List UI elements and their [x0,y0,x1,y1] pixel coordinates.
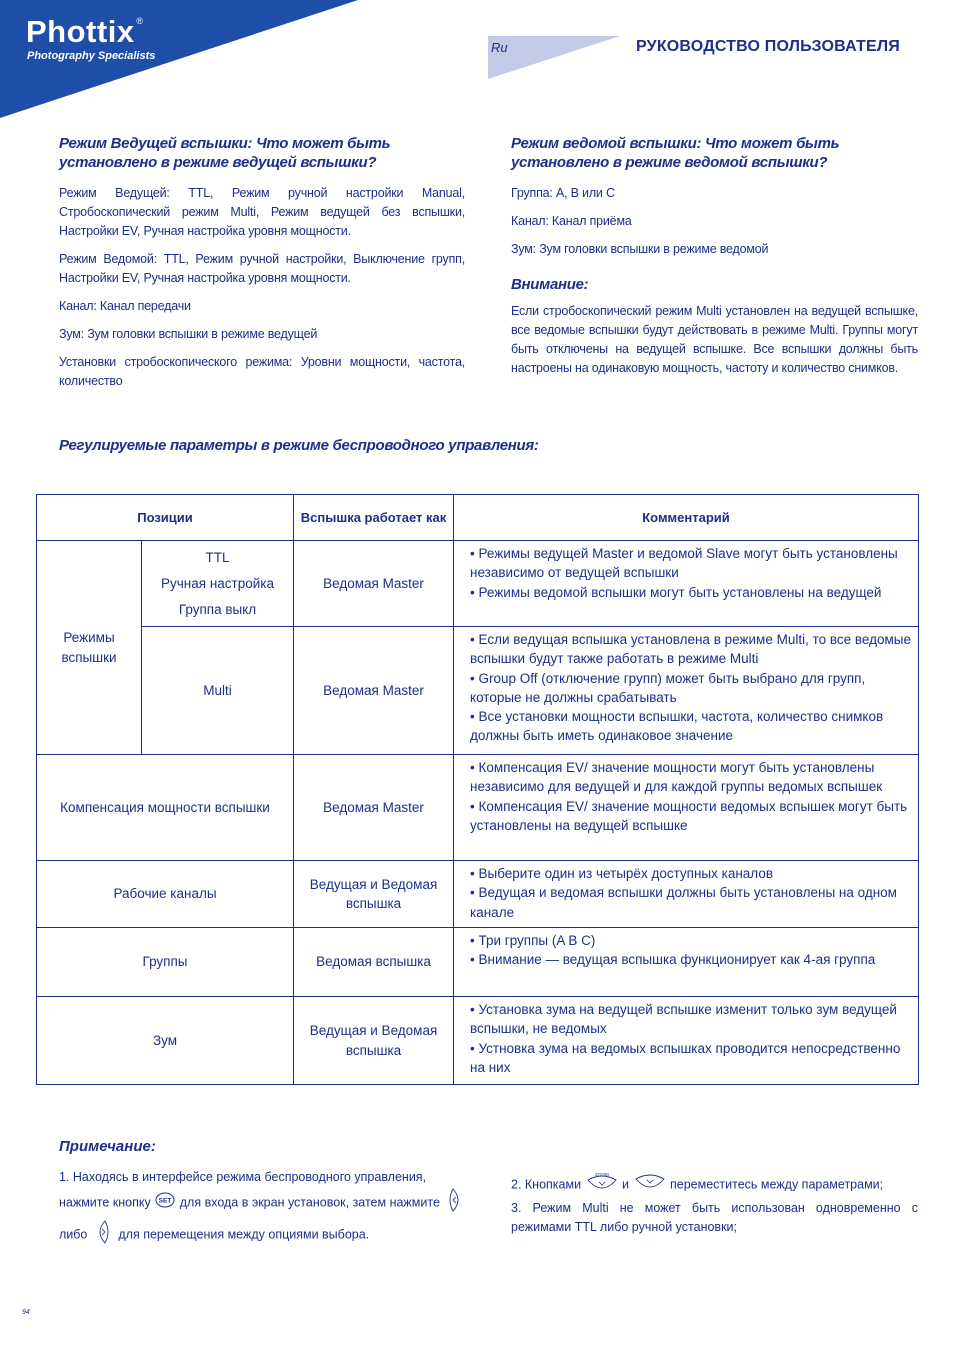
table-row [37,627,919,755]
left-button-icon [443,1187,467,1219]
comment-cell [454,997,919,1085]
master-mode-section [59,134,465,400]
slave-mode-section [511,134,918,387]
lang-tab [488,36,620,79]
mode-ttl: TTL [205,549,230,565]
role-cell: Ведущая и Ведомая вспышка [294,861,454,928]
comment-cell [454,755,919,861]
mode-group-off: Группа выкл [178,601,257,617]
note-text: для перемещения между опциями выбора. [118,1227,370,1242]
set-icon-label: SET [158,1197,172,1205]
comment-cell [454,928,919,997]
mode-multi: Multi [142,627,294,755]
note-3: 3. Режим Multi не может быть использован одновременно с режимами TTL либо ручной установки; [511,1201,918,1234]
comment-line: • Компенсация EV/ значение мощности могут быть установлены независимо для ведущей и для каждой группы ведомых вспышек [470,760,883,795]
mode-manual: Ручная настройка [161,575,274,591]
table-heading: Регулируемые параметры в режиме беспроводного управления: [59,437,539,454]
note-1 [59,1168,469,1251]
comment-line: • Выберите один из четырёх доступных каналов [470,866,774,881]
table-row [37,541,919,627]
role-cell: Ведомая Master [294,755,454,861]
page-number: 94 [22,1309,30,1316]
compensation-label: Компенсация мощности вспышки [37,755,294,861]
attention-heading: Внимание: [511,276,589,293]
note-text: либо [59,1227,88,1242]
groups-label: Группы [37,928,294,997]
role-cell: Ведомая Master [294,541,454,627]
comment-cell [454,861,919,928]
table-header-row [37,495,919,541]
header-comment: Комментарий [454,495,919,541]
comment-line: • Все установки мощности вспышки, частота, количество снимков должны быть иметь одинаковое значение [470,709,884,744]
attention-text: Если стробоскопический режим Multi установлен на ведущей вспышке, все ведомые вспышки будут действовать в режиме Multi. Группы могут быть отключены на ведущей вспышке. Все вспышки должны быть настроены на одинаковую мощность, частоту и количество снимков. [511,304,918,375]
comment-cell [454,541,919,627]
document-title: РУКОВОДСТВО ПОЛЬЗОВАТЕЛЯ [636,38,901,55]
comment-line: • Group Off (отключение групп) может быть выбрано для групп, которые не должны срабатывать [470,670,866,705]
paragraph: Режим Ведущей: TTL, Режим ручной настройки Manual, Стробоскопический режим Multi, Режим ведущей без вспышки, Настройки EV, Ручная настройка уровня мощности. [59,186,465,238]
table-row [37,755,919,861]
down-button-icon [633,1170,667,1200]
slave-mode-heading: Режим ведомой вспышки: Что может быть установлено в режиме ведомой вспышки? [511,135,840,171]
paragraph: Группа: A, B или C [511,186,615,200]
table-row [37,861,919,928]
header-positions: Позиции [37,495,294,541]
zoom-icon-label: ZOOM [594,1172,609,1177]
note-text: для входа в экран установок, затем нажмите [179,1195,440,1210]
comment-line: • Устновка зума на ведомых вспышках проводится непосредственно на них [470,1040,901,1075]
comment-line: • Режимы ведомой вспышки могут быть установлены на ведущей [470,584,882,600]
note-text: 1. Находясь в интерфейсе режима беспроводного управления, нажмите кнопку [59,1170,427,1210]
channels-label: Рабочие каналы [37,861,294,928]
header-works-as: Вспышка работает как [294,495,454,541]
logo-text: Phottix [26,14,135,49]
flash-modes-sub1 [142,541,294,627]
note-text: переместитесь между параметрами; [670,1177,884,1192]
paragraph: Канал: Канал приёма [511,214,632,228]
role-cell: Ведущая и Ведомая вспышка [294,997,454,1085]
paragraph: Канал: Канал передачи [59,299,191,313]
note-2 [511,1170,921,1200]
flash-modes-label: Режимы вспышки [37,541,142,755]
table-row [37,997,919,1085]
set-button-icon [154,1192,176,1214]
paragraph: Зум: Зум головки вспышки в режиме ведущей [59,327,318,341]
zoom-label: Зум [37,997,294,1085]
comment-cell [454,627,919,755]
logo-tagline: Photography Specialists [27,50,156,62]
logo-registered: ® [136,16,144,26]
comment-line: • Внимание — ведущая вспышка функционирует как 4-ая группа [470,952,876,968]
notes-heading: Примечание: [59,1138,156,1155]
note-text: и [622,1177,630,1192]
role-cell: Ведомая Master [294,627,454,755]
paragraph: Зум: Зум головки вспышки в режиме ведомой [511,242,769,256]
comment-line: • Режимы ведущей Master и ведомой Slave могут быть установлены независимо от ведущей вспышки [470,546,898,581]
parameters-table [36,494,919,1085]
master-mode-heading: Режим Ведущей вспышки: Что может быть установлено в режиме ведущей вспышки? [59,135,391,171]
right-button-icon [91,1219,115,1251]
comment-line: • Если ведущая вспышка установлена в режиме Multi, то все ведомые вспышки будут также работать в режиме Multi [470,632,912,667]
zoom-button-icon [585,1170,619,1200]
note-text: 2. Кнопками [511,1177,582,1192]
paragraph: Режим Ведомой: TTL, Режим ручной настройки, Выключение групп, Настройки EV, Ручная настройка уровня мощности. [59,252,465,285]
phottix-logo [26,14,144,50]
comment-line: • Ведущая и ведомая вспышки должны быть установлены на одном канале [470,885,897,920]
table-row [37,928,919,997]
language-tag: Ru [491,40,508,55]
paragraph: Установки стробоскопического режима: Уровни мощности, частота, количество [59,355,465,388]
comment-line: • Установка зума на ведущей вспышке изменит только зум ведущей вспышки, не ведомых [470,1002,897,1037]
comment-line: • Компенсация EV/ значение мощности ведомых вспышек могут быть установлены на ведущей вспышке [470,798,908,833]
role-cell: Ведомая вспышка [294,928,454,997]
comment-line: • Три группы (A B C) [470,933,596,948]
